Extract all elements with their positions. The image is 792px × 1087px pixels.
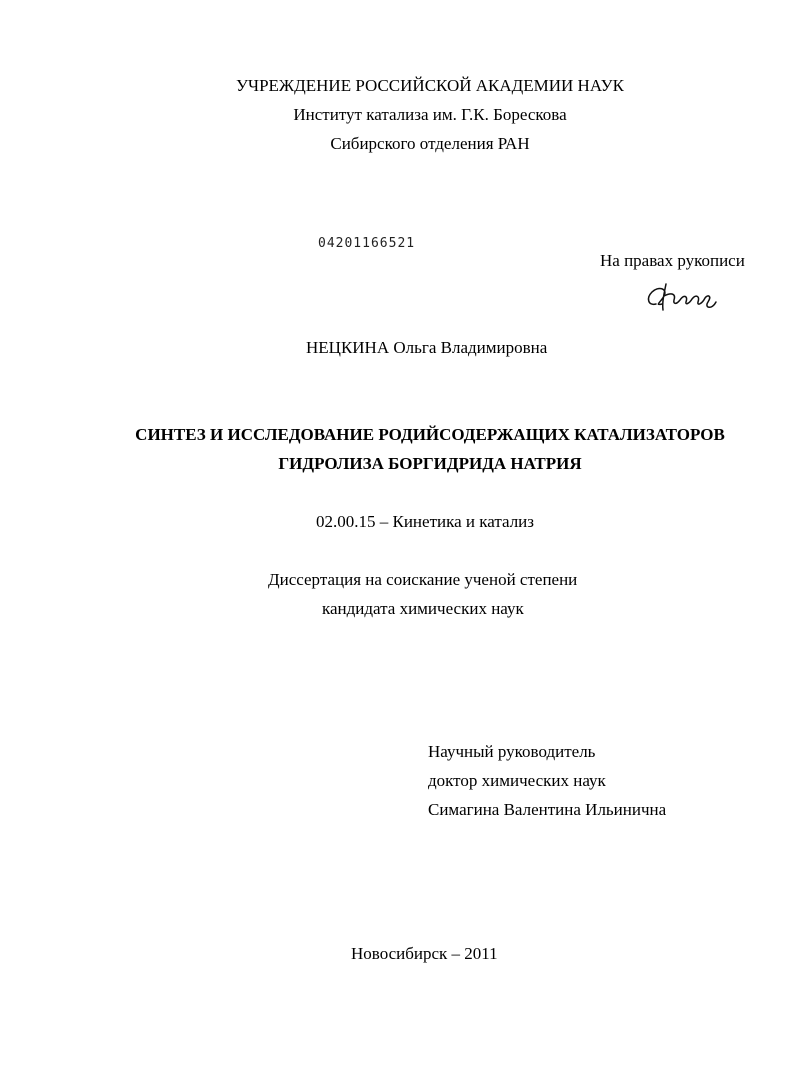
degree-line-1: Диссертация на соискание ученой степени bbox=[268, 570, 578, 589]
supervisor-role: Научный руководитель bbox=[428, 742, 596, 761]
specialty-code: 02.00.15 – Кинетика и катализ bbox=[316, 512, 534, 531]
city-year: Новосибирск – 2011 bbox=[351, 944, 498, 963]
supervisor-name: Симагина Валентина Ильинична bbox=[428, 800, 667, 819]
author-name: НЕЦКИНА Ольга Владимировна bbox=[306, 338, 548, 357]
supervisor-degree: доктор химических наук bbox=[428, 771, 606, 790]
branch-name: Сибирского отделения РАН bbox=[330, 134, 530, 153]
dissertation-title-line-2: ГИДРОЛИЗА БОРГИДРИДА НАТРИЯ bbox=[278, 454, 582, 473]
institute-name: Институт катализа им. Г.К. Борескова bbox=[293, 105, 567, 124]
institution-heading: УЧРЕЖДЕНИЕ РОССИЙСКОЙ АКАДЕМИИ НАУК bbox=[236, 76, 624, 95]
handwritten-signature bbox=[642, 276, 722, 316]
dissertation-title-line-1: СИНТЕЗ И ИССЛЕДОВАНИЕ РОДИЙСОДЕРЖАЩИХ КАТАЛИЗАТОРОВ bbox=[135, 425, 725, 444]
degree-line-2: кандидата химических наук bbox=[322, 599, 524, 618]
rights-note: На правах рукописи bbox=[600, 251, 745, 270]
document-number: 04201166521 bbox=[318, 236, 416, 251]
